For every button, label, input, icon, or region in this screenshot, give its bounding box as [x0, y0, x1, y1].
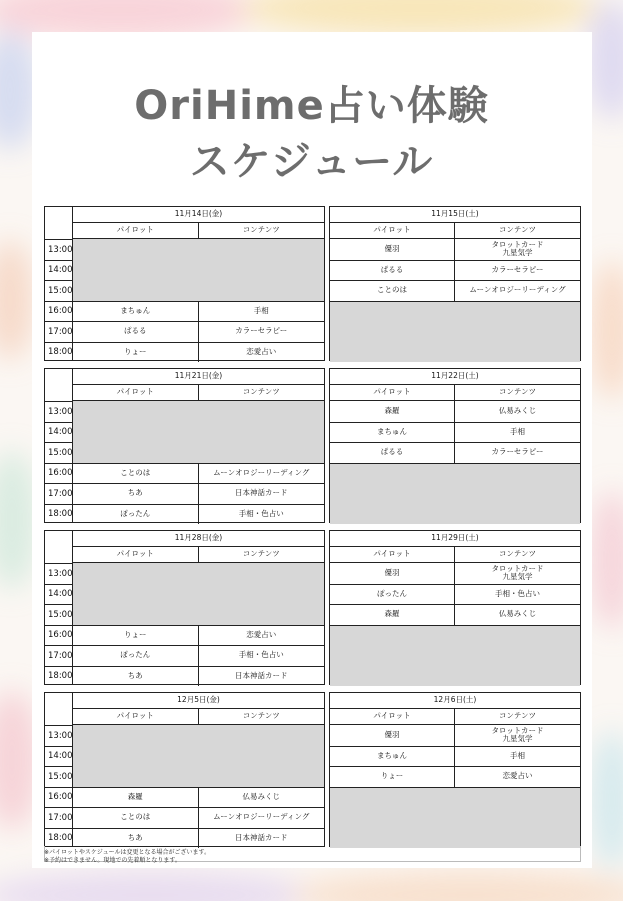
unavailable-slot [73, 563, 324, 625]
pilot-cell: まちゅん [73, 301, 199, 322]
content-cell: 手相 [455, 746, 580, 767]
column-header-pilot: パイロット [330, 547, 455, 563]
pilot-cell: まちゅん [330, 746, 455, 767]
page-title: OriHime占い体験 [134, 83, 489, 129]
column-header-pilot: パイロット [330, 385, 455, 401]
time-slot-label: 13:00 [45, 401, 73, 422]
time-slot-label: 15:00 [45, 604, 73, 625]
content-cell: タロットカード 九星気学 [491, 563, 544, 582]
content-cell: 仏易みくじ [199, 787, 325, 808]
content-cell: 手相・色占い [199, 504, 325, 525]
column-header-content: コンテンツ [455, 385, 580, 401]
content-cell: ムーンオロジーリーディング [199, 807, 325, 828]
saturday-schedule-table [329, 530, 581, 685]
time-slot-label: 17:00 [45, 807, 73, 828]
pilot-cell: りょー [73, 342, 199, 363]
date-header: 11月21日(金) [73, 369, 324, 385]
saturday-schedule-table [329, 692, 581, 847]
unavailable-slot [330, 625, 580, 687]
friday-schedule-table [44, 206, 325, 361]
time-slot-label: 17:00 [45, 645, 73, 666]
pilot-cell: 森羅 [330, 604, 455, 625]
content-cell: 恋愛占い [199, 625, 325, 646]
pilot-cell: 森羅 [73, 787, 199, 808]
time-slot-label: 18:00 [45, 342, 73, 363]
date-header: 11月28日(金) [73, 531, 324, 547]
date-header: 11月15日(土) [330, 207, 580, 223]
content-cell: 恋愛占い [455, 766, 580, 787]
page-subtitle: スケジュール [189, 139, 434, 185]
content-cell: 仏易みくじ [498, 405, 537, 415]
time-slot-label: 18:00 [45, 828, 73, 849]
pilot-cell: ぽったん [73, 504, 199, 525]
friday-schedule-table [44, 692, 325, 847]
column-header-content: コンテンツ [199, 223, 325, 239]
time-slot-label: 15:00 [45, 280, 73, 301]
column-header-pilot: パイロット [73, 385, 199, 401]
pilot-cell: 優羽 [330, 239, 455, 260]
column-header-content: コンテンツ [455, 547, 580, 563]
time-slot-label: 14:00 [45, 422, 73, 443]
pilot-cell: ちあ [73, 483, 199, 504]
pilot-cell: ちあ [73, 828, 199, 849]
time-slot-label: 15:00 [45, 766, 73, 787]
time-slot-label: 15:00 [45, 442, 73, 463]
note-line-1: ※パイロットやスケジュールは変更となる場合がございます。 [44, 849, 211, 856]
unavailable-slot [73, 725, 324, 787]
column-header-pilot: パイロット [73, 709, 199, 725]
column-header-content: コンテンツ [199, 385, 325, 401]
content-cell: ムーンオロジーリーディング [455, 280, 580, 301]
pilot-cell: ちあ [73, 666, 199, 687]
content-cell: 日本神話カード [199, 483, 325, 504]
pilot-cell: ぱるる [330, 260, 455, 281]
time-slot-label: 18:00 [45, 504, 73, 525]
content-cell: 仏易みくじ [455, 604, 580, 625]
pilot-cell: りょー [73, 625, 199, 646]
pilot-cell: 森羅 [330, 401, 455, 422]
saturday-schedule-table [329, 368, 581, 523]
pilot-cell: りょー [330, 766, 455, 787]
content-cell: 恋愛占い [199, 342, 325, 363]
friday-schedule-table [44, 530, 325, 685]
pilot-cell: ことのは [73, 807, 199, 828]
unavailable-slot [73, 401, 324, 463]
time-slot-label: 17:00 [45, 321, 73, 342]
note-line-2: ※予約はできません。現地での先着順となります。 [44, 857, 181, 864]
date-header: 11月29日(土) [330, 531, 580, 547]
unavailable-slot [330, 301, 580, 363]
time-slot-label: 16:00 [45, 787, 73, 808]
time-slot-label: 18:00 [45, 666, 73, 687]
time-slot-label: 13:00 [45, 239, 73, 260]
date-header: 12月6日(土) [330, 693, 580, 709]
content-cell: 手相・色占い [455, 584, 580, 605]
column-header-content: コンテンツ [455, 709, 580, 725]
content-cell: カラーセラピー [199, 321, 325, 342]
column-header-content: コンテンツ [455, 223, 580, 239]
time-slot-label: 13:00 [45, 725, 73, 746]
column-header-pilot: パイロット [330, 709, 455, 725]
time-slot-label: 13:00 [45, 563, 73, 584]
pilot-cell: 優羽 [330, 563, 455, 584]
date-header: 11月22日(土) [330, 369, 580, 385]
pilot-cell: 優羽 [330, 725, 455, 746]
content-cell: 手相 [455, 422, 580, 443]
pilot-cell: ことのは [330, 280, 455, 301]
content-cell: 日本神話カード [199, 666, 325, 687]
date-header: 12月5日(金) [73, 693, 324, 709]
pilot-cell: ぱるる [330, 442, 455, 463]
content-cell: タロットカード 九星気学 [491, 239, 544, 258]
column-header-pilot: パイロット [73, 223, 199, 239]
time-slot-label: 14:00 [45, 584, 73, 605]
pilot-cell: ぽったん [330, 584, 455, 605]
saturday-schedule-table [329, 206, 581, 361]
friday-schedule-table [44, 368, 325, 523]
pilot-cell: まちゅん [330, 422, 455, 443]
pilot-cell: ぽったん [73, 645, 199, 666]
content-cell: タロットカード 九星気学 [491, 725, 544, 744]
pilot-cell: ことのは [73, 463, 199, 484]
time-slot-label: 14:00 [45, 746, 73, 767]
column-header-pilot: パイロット [73, 547, 199, 563]
content-cell: 日本神話カード [199, 828, 325, 849]
unavailable-slot [73, 239, 324, 301]
column-header-content: コンテンツ [199, 709, 325, 725]
time-slot-label: 14:00 [45, 260, 73, 281]
content-cell: カラーセラピー [455, 442, 580, 463]
time-slot-label: 16:00 [45, 625, 73, 646]
time-slot-label: 17:00 [45, 483, 73, 504]
content-cell: ムーンオロジーリーディング [199, 463, 325, 484]
content-cell: 手相 [199, 301, 325, 322]
column-header-content: コンテンツ [199, 547, 325, 563]
time-slot-label: 16:00 [45, 463, 73, 484]
pilot-cell: ぱるる [73, 321, 199, 342]
column-header-pilot: パイロット [330, 223, 455, 239]
unavailable-slot [330, 463, 580, 525]
unavailable-slot [330, 787, 580, 849]
date-header: 11月14日(金) [73, 207, 324, 223]
content-cell: カラーセラピー [455, 260, 580, 281]
time-slot-label: 16:00 [45, 301, 73, 322]
content-cell: 手相・色占い [199, 645, 325, 666]
